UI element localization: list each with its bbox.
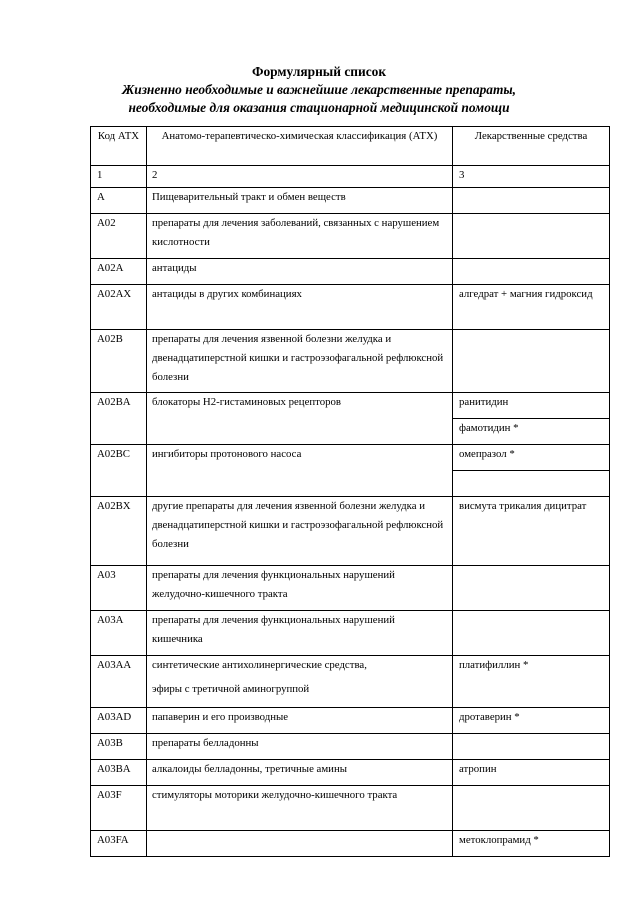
drug-name xyxy=(453,611,610,656)
atc-code: A xyxy=(91,188,147,214)
atc-classification: алкалоиды белладонны, третичные амины xyxy=(147,760,453,786)
table-row xyxy=(91,188,610,214)
table-header-row xyxy=(91,127,610,166)
title-line-3: необходимые для оказания стационарной медицинской помощи xyxy=(128,100,510,115)
atc-classification: ингибиторы протонового насоса xyxy=(147,445,453,497)
atc-classification-line: синтетические антихолинергические средства, xyxy=(152,659,367,671)
drug-name: фамотидин * xyxy=(453,419,610,445)
formulary-table xyxy=(90,126,610,857)
drug-name: платифиллин * xyxy=(453,656,610,708)
atc-code: A02B xyxy=(91,330,147,393)
table-row xyxy=(91,734,610,760)
atc-classification: блокаторы Н2-гистаминовых рецепторов xyxy=(147,393,453,445)
drug-name xyxy=(453,471,610,497)
atc-code: A03B xyxy=(91,734,147,760)
header-code: Код АТХ xyxy=(91,127,147,166)
atc-classification-line: эфиры с третичной аминогруппой xyxy=(152,683,310,695)
atc-code: A03BA xyxy=(91,760,147,786)
atc-code: A03A xyxy=(91,611,147,656)
atc-code: A03 xyxy=(91,566,147,611)
atc-code: A02BA xyxy=(91,393,147,445)
atc-code: A03F xyxy=(91,786,147,831)
table-row xyxy=(91,330,610,393)
atc-classification: папаверин и его производные xyxy=(147,708,453,734)
atc-classification: антациды в других комбинациях xyxy=(147,285,453,330)
title-line-1: Формулярный список xyxy=(251,64,387,79)
drug-name: ранитидин xyxy=(453,393,610,419)
table-row xyxy=(91,831,610,857)
header-classification: Анатомо-терапевтическо-химическая классификация (АТХ) xyxy=(147,127,453,166)
atc-code: A02BC xyxy=(91,445,147,497)
table-row xyxy=(91,786,610,831)
drug-name xyxy=(453,214,610,259)
drug-name xyxy=(453,259,610,285)
table-row xyxy=(91,214,610,259)
drug-name: атропин xyxy=(453,760,610,786)
atc-code: A03FA xyxy=(91,831,147,857)
column-number-row xyxy=(91,166,610,188)
atc-classification: препараты для лечения заболеваний, связанных с нарушением кислотности xyxy=(147,214,453,259)
table-row xyxy=(91,566,610,611)
drug-name xyxy=(453,734,610,760)
drug-name: метоклопрамид * xyxy=(453,831,610,857)
drug-name xyxy=(453,188,610,214)
table-row xyxy=(91,497,610,566)
atc-classification: препараты белладонны xyxy=(147,734,453,760)
column-number-3: 3 xyxy=(453,166,610,188)
atc-classification: препараты для лечения функциональных нарушений желудочно-кишечного тракта xyxy=(147,566,453,611)
atc-code: A02BX xyxy=(91,497,147,566)
drug-name: омепразол * xyxy=(453,445,610,471)
column-number-2: 2 xyxy=(147,166,453,188)
table-row xyxy=(91,611,610,656)
atc-classification: стимуляторы моторики желудочно-кишечного тракта xyxy=(147,786,453,831)
atc-code: A03AA xyxy=(91,656,147,708)
column-number-1: 1 xyxy=(91,166,147,188)
table-row xyxy=(91,445,610,471)
drug-name xyxy=(453,786,610,831)
header-drugs: Лекарственные средства xyxy=(453,127,610,166)
drug-name: висмута трикалия дицитрат xyxy=(453,497,610,566)
table-row xyxy=(91,656,610,708)
atc-code: A02A xyxy=(91,259,147,285)
atc-code: A03AD xyxy=(91,708,147,734)
atc-classification xyxy=(147,831,453,857)
atc-classification xyxy=(147,656,453,708)
drug-name: дротаверин * xyxy=(453,708,610,734)
document-title xyxy=(0,63,638,117)
atc-code: A02 xyxy=(91,214,147,259)
atc-classification: Пищеварительный тракт и обмен веществ xyxy=(147,188,453,214)
atc-classification: препараты для лечения язвенной болезни желудка и двенадцатиперстной кишки и гастроэзофагальной рефлюксной болезни xyxy=(147,330,453,393)
table-row xyxy=(91,760,610,786)
atc-classification: другие препараты для лечения язвенной болезни желудка и двенадцатиперстной кишки и гастроэзофагальной рефлюксной болезни xyxy=(147,497,453,566)
table-row xyxy=(91,259,610,285)
table-row xyxy=(91,285,610,330)
atc-code: A02AX xyxy=(91,285,147,330)
atc-classification: препараты для лечения функциональных нарушений кишечника xyxy=(147,611,453,656)
table-row xyxy=(91,708,610,734)
drug-name: алгедрат + магния гидроксид xyxy=(453,285,610,330)
drug-name xyxy=(453,566,610,611)
drug-name xyxy=(453,330,610,393)
atc-classification: антациды xyxy=(147,259,453,285)
title-line-2: Жизненно необходимые и важнейшие лекарственные препараты, xyxy=(121,82,517,97)
table-row xyxy=(91,393,610,419)
